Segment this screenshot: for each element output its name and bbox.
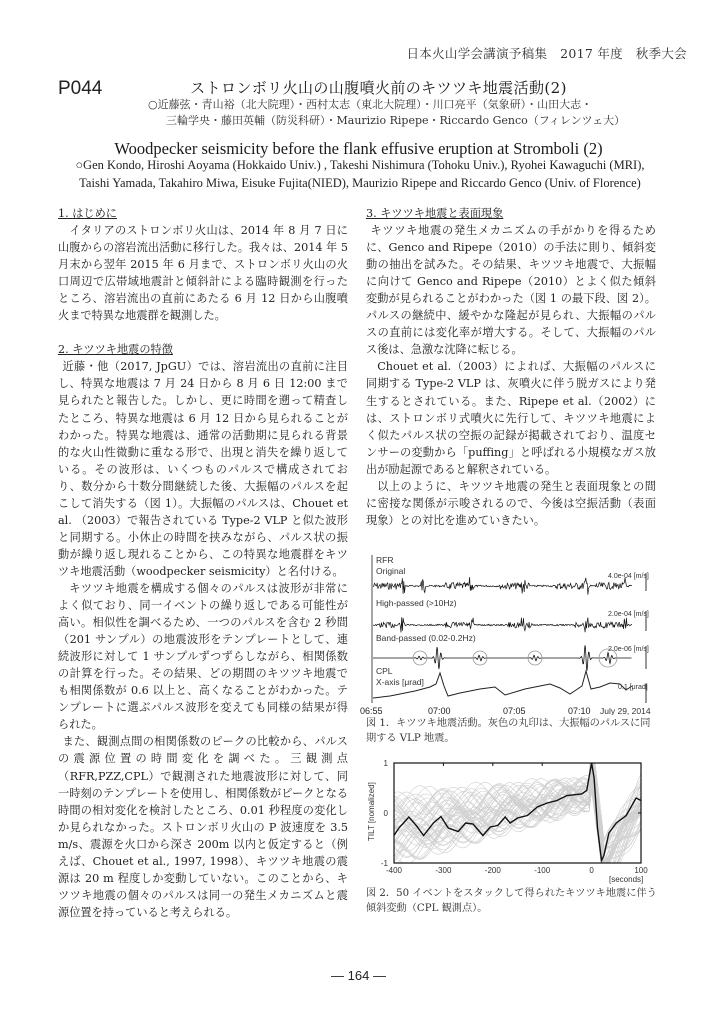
trace-highpass bbox=[373, 617, 632, 632]
time-tick-0705: 07:05 bbox=[503, 706, 526, 715]
waveform-path bbox=[373, 617, 632, 632]
x-tick-label: -400 bbox=[385, 866, 403, 875]
authors-en-line-1: ○Gen Kondo, Hiroshi Aoyama (Hokkaido Univ.) , Takeshi Nishimura (Tohoku Univ.), Ryohei Kawaguchi (MRI), bbox=[75, 158, 645, 172]
time-tick-0700: 07:00 bbox=[428, 706, 451, 715]
x-tick-label: -300 bbox=[435, 866, 452, 875]
authors-ja-line-1: ○近藤弦・青山裕（北大院理）・西村太志（東北大院理）・川口亮平（気象研）・山田大志・ bbox=[148, 98, 593, 111]
figure-1-caption: 図 1．キツツキ地震活動。灰色の丸印は、大振幅のパルスに同期する VLP 地震。 bbox=[366, 718, 651, 744]
title-japanese: ストロンボリ火山の山腹噴火前のキツツキ地震活動(2) bbox=[190, 79, 567, 97]
x-axis-label: [seconds] bbox=[609, 875, 644, 884]
section-3-paragraph-2: Chouet et al.（2003）によれば、大振幅のパルスに同期する Type-2 VLP は、灰噴火に伴う脱ガスにより発生するとされている。また、Ripepe et al.（2002）には、ストロンボリ式噴火に先行して、キツツキ地震によく似たパルス状の空振の記録が掲載されており、温度センサーの変動から「puffing」と呼ばれる小規模なガス放出が励起源であると解釈されている。 bbox=[366, 360, 656, 476]
authors-ja-line-2: 三輪学央・藤田英輔（防災科研）・Maurizio Ripepe・Riccardo Genco（フィレンツェ大） bbox=[166, 114, 626, 127]
station-rfr-label: RFR bbox=[376, 555, 394, 565]
section-3-paragraph-1: キツツキ地震の発生メカニズムの手がかりを得るために、Genco and Ripepe（2010）の手法に則り、傾斜変動の抽出を試みた。その結果、キツツキ地震で、大振幅に向けて Genco and Ripepe（2010）とよく似た傾斜変動が見られることがわかった（図 1 の最下段、図 2）。パルスの継続中、緩やかな隆起が見られ、大振幅のパルスの直前には変化率が増大する。そして、大振幅のパルス後は、急激な沈降に転じる。 bbox=[366, 224, 656, 357]
section-3-paragraph-3: 以上のように、キツツキ地震の発生と表面現象との間に密接な関係が示唆されるので、今後は空振活動（表面現象）との対比を進めていきたい。 bbox=[366, 479, 656, 527]
time-tick-0710: 07:10 bbox=[568, 706, 591, 715]
x-tick-label: -200 bbox=[484, 866, 501, 875]
section-2-paragraph-3: また、観測点間の相関係数のピークの比較から、パルスの震源位置の時間変化を調べた。三観測点（RFR,PZZ,CPL）で観測された地震波形に対して、同一時刻のテンプレートを使用し、相関係数がピークとなる時間の相対変化を検討したところ、0.01 秒程度の変化しか見られなかった。ストロンボリ火山の P 波速度を 3.5 m/s、震源を火口から深さ 200m 以内と仮定すると（例えば、Chouet et al., 1997, 1998）、キツツキ地震の震源は 20 m 程度しか変動していない。このことから、キツツキ地震の個々のパルスは同一の発生メカニズムと震源位置を持っていると考えられる。 bbox=[58, 735, 348, 919]
scale-bandpass: 2.0e-06 [m/s] bbox=[608, 646, 649, 653]
section-2-paragraph-2: キツツキ地震を構成する個々のパルスは波形が非常によく似ており、同一イベントの繰り返しである可能性が高い。相似性を調べるため、一つのパルスを含む 2 秒間（201 サンプル）の地震波形をテンプレートとして、連続波形に対して 1 サンプルずつずらしながら、相関係数の計算を行った。その結果、どの期間のキツツキ地震でも相関係数が 0.6 以上と、高くなることがわかった。テンプレートに選ぶパルス波形を変えても同様の結果が得られた。 bbox=[58, 581, 348, 732]
figure-2-tilt-stack bbox=[362, 757, 652, 885]
section-2-paragraph-1: 近藤・他（2017, JpGU）では、溶岩流出の直前に注目し、特異な地震は 7 月 24 日から 8 月 6 日 12:00 まで見られたと報告した。しかし、更に時間を遡って精査したところ、特異な地震は 6 月 12 日から見られることがわかった。特異な地震は、通常の活動期に見られる背景的な火山性微動に重なる形で、出現と消失を繰り返している。その波形は、いくつものパルスで構成されており、数分から十数分間継続した後、大振幅のパルスを起こして消失する（図 1）。大振幅のパルスは、Chouet et al. （2003）で報告されている Type-2 VLP と似た波形と同期する。小休止の時間を挟みながら、パルス状の振動が繰り返し現れることから、この特異な地震群をキツツキ地震活動（woodpecker seismicity）と名付ける。 bbox=[58, 360, 348, 578]
figure-1-date: July 29, 2014 bbox=[600, 706, 651, 715]
y-tick-label: 0 bbox=[383, 809, 388, 818]
paper-id: P044 bbox=[58, 78, 103, 99]
section-1-paragraph: イタリアのストロンボリ火山は、2014 年 8 月 7 日に山腹からの溶岩流出活動に移行した。我々は、2014 年 5 月末から翌年 2015 年 6 月まで、ストロンボリ火山の火口周辺で広帯域地震計と傾斜計による臨時観測を行ったところ、溶岩流出の直前にあたる 6 月 12 日から山腹噴火まで特異な地震群を観測した。 bbox=[58, 224, 348, 323]
scale-original: 4.0e-04 [m/s] bbox=[608, 573, 649, 580]
y-tick-label: -1 bbox=[380, 859, 388, 868]
conference-header: 日本火山学会講演予稿集 2017 年度 秋季大会 bbox=[406, 46, 687, 61]
scale-highpass: 2.0e-04 [m/s] bbox=[608, 611, 649, 618]
section-1-heading: 1. はじめに bbox=[58, 207, 117, 220]
title-english: Woodpecker seismicity before the flank effusive eruption at Stromboli (2) bbox=[114, 139, 603, 158]
scale-tilt: 0.1 [μrad] bbox=[618, 684, 648, 691]
x-tick-label: 100 bbox=[634, 866, 648, 875]
x-tick-label: 0 bbox=[589, 866, 594, 875]
trace-bandpass bbox=[373, 645, 632, 670]
x-tick-label: -100 bbox=[534, 866, 551, 875]
time-tick-0655: 06:55 bbox=[360, 706, 383, 715]
authors-japanese bbox=[148, 97, 668, 129]
station-cpl-label: CPL bbox=[376, 666, 393, 676]
left-column bbox=[58, 205, 348, 921]
waveform-path bbox=[373, 577, 632, 595]
trace-original bbox=[373, 577, 632, 595]
trace-label-bandpass: Band-passed (0.02-0.2Hz) bbox=[376, 633, 476, 643]
right-column bbox=[366, 205, 656, 529]
trace-label-highpass: High-passed (>10Hz) bbox=[376, 598, 457, 608]
y-tick-label: 1 bbox=[383, 759, 388, 768]
section-3-heading: 3. キツツキ地震と表面現象 bbox=[366, 207, 504, 220]
authors-en-line-2: Taishi Yamada, Takahiro Miwa, Eisuke Fujita(NIED), Maurizio Ripepe and Riccardo Genco (Univ. of Florence) bbox=[79, 176, 641, 190]
authors-english bbox=[40, 156, 680, 192]
figure-1-waveforms bbox=[360, 553, 664, 715]
y-axis-label: TILT [nomalized] bbox=[367, 782, 376, 841]
page-number: — 164 — bbox=[331, 968, 386, 983]
waveform-path bbox=[373, 645, 632, 670]
figure-2-caption: 図 2．50 イベントをスタックして得られたキツツキ地震に伴う傾斜変動（CPL 観測点）。 bbox=[366, 888, 657, 914]
background-event-traces bbox=[394, 757, 644, 885]
section-2-heading: 2. キツツキ地震の特徴 bbox=[58, 343, 173, 357]
tilt-axis-label: X-axis [μrad] bbox=[376, 677, 424, 687]
trace-label-original: Original bbox=[376, 566, 406, 576]
